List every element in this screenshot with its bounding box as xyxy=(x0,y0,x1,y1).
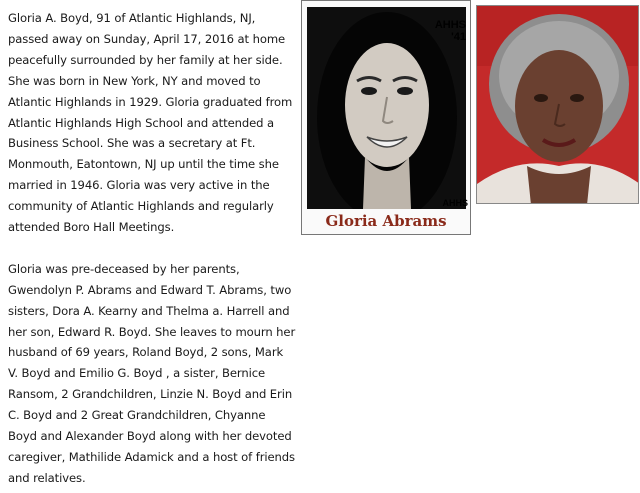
obituary-paragraph-1: Gloria A. Boyd, 91 of Atlantic Highlands, NJ, passed away on Sunday, April 17, 2016 at home peacefully surrounded by her family at her side. She was born in New York, NY and moved to Atlantic Highlands in 1929. Gloria graduated from Atlantic Highlands High School and attended a Business School. She was a secretary at Ft. Monmouth, Eatontown, NJ up until the time she married in 1946. Gloria was very active in the community of Atlantic Highlands and regularly attended Boro Hall Meetings. xyxy=(8,11,293,235)
elder-portrait-frame xyxy=(476,5,639,204)
obituary-text xyxy=(8,8,296,489)
watermark-text: AHHS '41 xyxy=(434,19,466,43)
elderly-woman-portrait-image xyxy=(477,6,639,204)
watermark-bottom: AHHS xyxy=(442,198,468,208)
photo-caption: Gloria Abrams xyxy=(325,212,447,230)
yearbook-photo-frame xyxy=(301,0,471,235)
obituary-paragraph-2: Gloria was pre-deceased by her parents, Gwendolyn P. Abrams and Edward T. Abrams, two sisters, Dora A. Kearny and Thelma a. Harrell and her son, Edward R. Boyd. She leaves to mourn her husband of 69 years, Roland Boyd, 2 sons, Mark V. Boyd and Emilio G. Boyd , a sister, Bernice Ransom, 2 Grandchildren, Linzie N. Boyd and Erin C. Boyd and 2 Great Grandchildren, Chyanne Boyd and Alexander Boyd along with her devoted caregiver, Mathilide Adamick and a host of friends and relatives. xyxy=(8,261,296,485)
